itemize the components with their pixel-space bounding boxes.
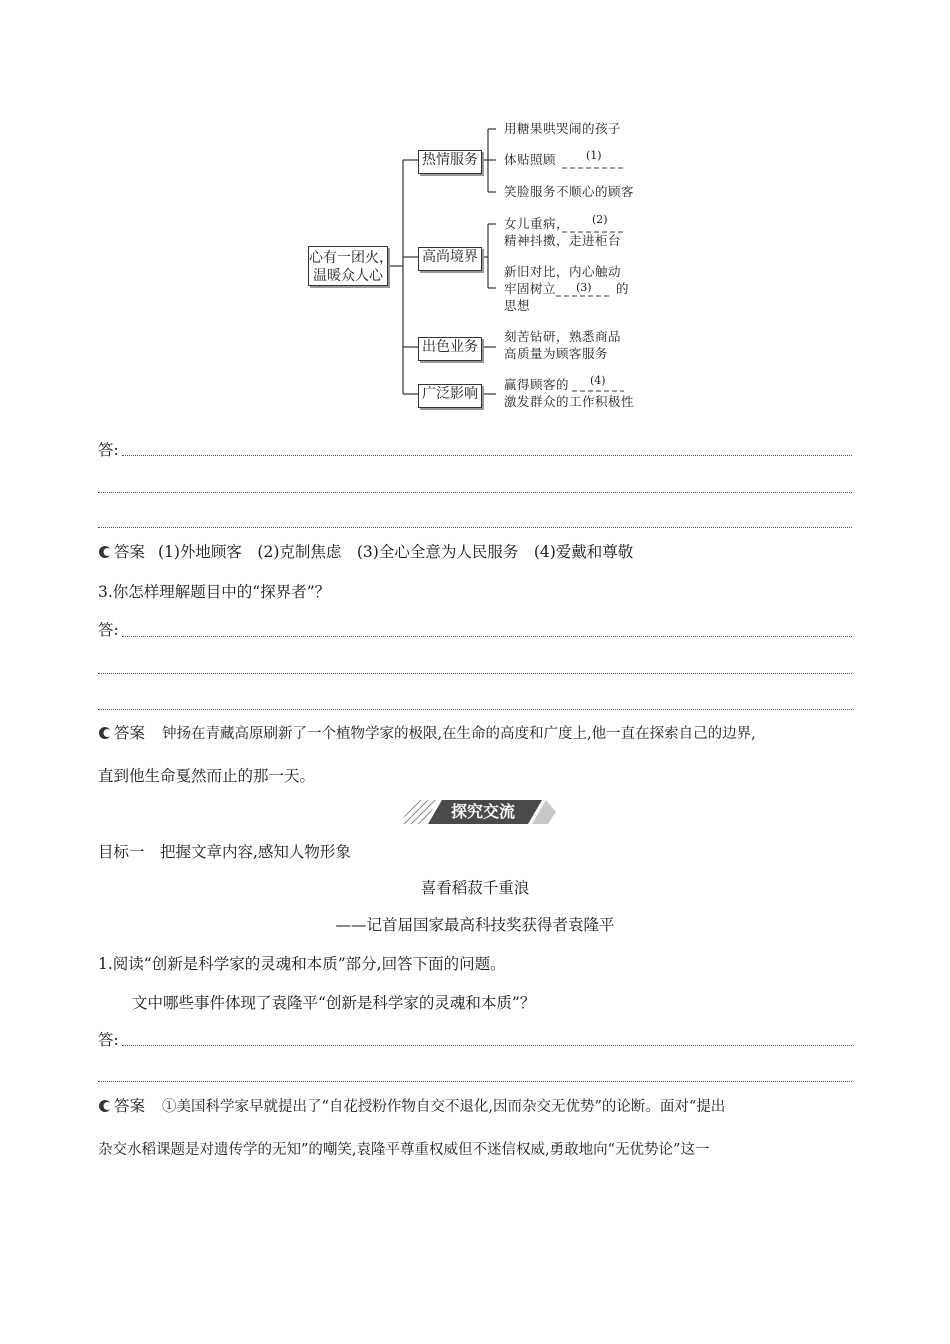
answer-line[interactable] [98, 492, 852, 493]
leaf-inspire: 激发群众的工作积极性 [504, 394, 635, 409]
answer-icon [98, 1099, 112, 1113]
q1-answer-line2: 杂交水稻课题是对遗传学的无知”的嘲笑,袁隆平尊重权威但不迷信权威,勇敢地向“无优势论”这一 [98, 1142, 710, 1158]
leaf-study: 刻苦钻研，熟悉商品 [504, 329, 622, 344]
leaf-win: 赢得顾客的 [504, 377, 570, 392]
branch-noble-realm: 高尚境界 [418, 247, 482, 271]
leaf-candy: 用糖果哄哭闹的孩子 [504, 121, 622, 136]
q1-sub-question: 文中哪些事件体现了袁隆平“创新是科学家的灵魂和本质”？ [132, 994, 536, 1012]
mind-map-root-line1: 心有一团火， [309, 250, 393, 266]
banner-title: 探究交流 [450, 802, 515, 821]
q1-answer [98, 1096, 725, 1117]
q3-answer [98, 723, 756, 744]
answer-icon [98, 545, 112, 559]
answer-icon [98, 726, 112, 740]
blank-4-label: (4) [590, 374, 606, 387]
q2-answer-text: (1)外地顾客 (2)克制焦虑 (3)全心全意为人民服务 (4)爱戴和尊敬 [157, 543, 634, 561]
branch-wide-influence: 广泛影响 [418, 384, 482, 408]
blank-2-label: (2) [592, 213, 608, 226]
answer-line[interactable] [122, 636, 852, 637]
q1-answer-prompt: 答: [98, 1031, 119, 1049]
q3-answer-line1: 钟扬在青藏高原刷新了一个植物学家的极限,在生命的高度和广度上,他一直在探索自己的边界, [161, 726, 756, 742]
q2-answer [98, 542, 633, 562]
answer-line[interactable] [98, 673, 852, 674]
answer-line[interactable] [98, 1081, 852, 1082]
answer-label: 答案 [114, 543, 146, 561]
leaf-quality: 高质量为顾客服务 [504, 346, 609, 361]
blank-3-label: (3) [576, 281, 592, 294]
leaf-thought: 思想 [504, 298, 531, 313]
section-banner [392, 800, 556, 824]
branch-warm-service: 热情服务 [418, 150, 482, 174]
answer-label: 答案 [114, 724, 146, 742]
answer-line[interactable] [122, 1045, 852, 1046]
blank-1-label: (1) [586, 149, 602, 162]
q3-question: 3.你怎样理解题目中的“探界者”？ [98, 583, 331, 601]
mind-map-root [308, 246, 393, 286]
answer-line[interactable] [122, 455, 852, 456]
leaf-contrast: 新旧对比，内心触动 [504, 264, 622, 279]
q3-answer-prompt: 答: [98, 621, 119, 639]
leaf-establish: 牢固树立 [504, 281, 557, 296]
mind-map-root-line2: 温暖众人心 [313, 268, 383, 284]
q3-answer-line2: 直到他生命戛然而止的那一天。 [98, 767, 316, 785]
article-subtitle: ——记首届国家最高科技奖获得者袁隆平 [335, 916, 615, 934]
mind-map [300, 112, 660, 412]
goal-heading: 目标一 把握文章内容,感知人物形象 [98, 843, 351, 861]
answer-line[interactable] [98, 527, 852, 528]
leaf-care: 体贴照顾 [504, 152, 557, 167]
q1-question: 1.阅读“创新是科学家的灵魂和本质”部分,回答下面的问题。 [98, 955, 506, 973]
leaf-smile-service: 笑脸服务不顺心的顾客 [504, 184, 635, 199]
answer-label: 答案 [114, 1097, 146, 1115]
article-title: 喜看稻菽千重浪 [420, 879, 530, 897]
leaf-de: 的 [616, 281, 630, 296]
q1-answer-line1: ①美国科学家早就提出了“自花授粉作物自交不退化,因而杂交无优势”的论断。面对“提出 [161, 1099, 726, 1115]
leaf-daughter-ill: 女儿重病， [504, 216, 570, 231]
branch-excellent-work: 出色业务 [418, 337, 482, 361]
q2-answer-prompt: 答: [98, 441, 119, 459]
answer-line[interactable] [98, 709, 852, 710]
leaf-spirited: 精神抖擞，走进柜台 [504, 233, 622, 248]
